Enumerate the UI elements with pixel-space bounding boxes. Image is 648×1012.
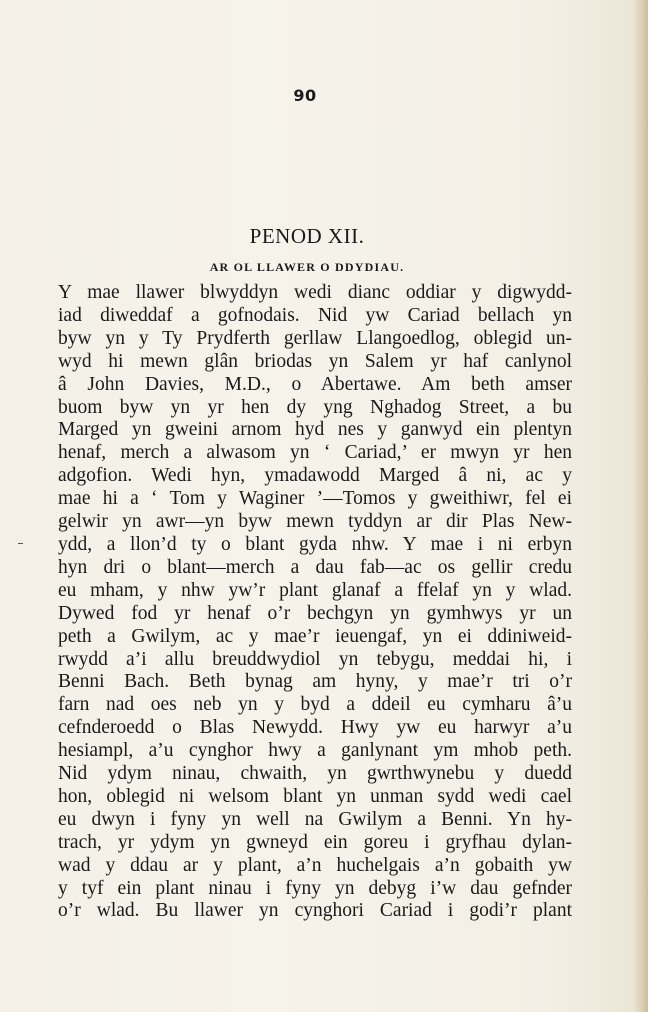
- text-line: wad y ddau ar y plant, a’n huchelgais a’n gobaith yw: [58, 854, 572, 876]
- text-line: hon, oblegid ni welsom blant yn unman sydd wedi cael: [58, 785, 572, 807]
- text-line: y tyf ein plant ninau i fyny yn debyg i’w dau gefnder: [58, 877, 572, 899]
- text-line: eu mham, y nhw yw’r plant glanaf a ffelaf yn y wlad.: [58, 579, 572, 601]
- text-line: hyn dri o blant—merch a dau fab—ac os gellir credu: [58, 556, 572, 578]
- text-line: rwydd a’i allu breuddwydiol yn tebygu, meddai hi, i: [58, 648, 572, 670]
- text-line: eu dwyn i fyny yn well na Gwilym a Benni. Yn hy-: [58, 808, 572, 830]
- text-line: Benni Bach. Beth bynag am hyny, y mae’r tri o’r: [58, 671, 572, 693]
- text-line: Marged yn gweini arnom hyd nes y ganwyd ein plentyn: [58, 419, 572, 441]
- text-line: Dywed fod yr henaf o’r bechgyn yn gymhwys yr un: [58, 602, 572, 624]
- chapter-subtitle: AR OL LLAWER O DDYDIAU.: [209, 260, 405, 274]
- body-text: [58, 282, 572, 923]
- text-line: cefnderoedd o Blas Newydd. Hwy yw eu harwyr a’u: [58, 717, 572, 739]
- text-line: iad diweddaf a gofnodais. Nid yw Cariad bellach yn: [58, 304, 572, 326]
- text-line: peth a Gwilym, ac y mae’r ieuengaf, yn ei ddiniweid-: [58, 625, 572, 647]
- text-line: â John Davies, M.D., o Abertawe. Am beth amser: [58, 373, 572, 395]
- text-line: Nid ydym ninau, chwaith, yn gwrthwynebu y duedd: [58, 763, 572, 785]
- text-line: henaf, merch a alwasom yn ‘ Cariad,’ er mwyn yr hen: [58, 442, 572, 464]
- text-line: farn nad oes neb yn y byd a ddeil eu cymharu â’u: [58, 694, 572, 716]
- text-line: mae hi a ‘ Tom y Waginer ’—Tomos y gweithiwr, fel ei: [58, 488, 572, 510]
- text-line: ydd, a llon’d ty o blant gyda nhw. Y mae i ni erbyn: [58, 533, 572, 555]
- page-number: 90: [293, 86, 317, 105]
- text-line: wyd hi mewn glân briodas yn Salem yr haf canlynol: [58, 350, 572, 372]
- text-line: hesiampl, a’u cynghor hwy a ganlynant ym mhob peth.: [58, 740, 572, 762]
- page-edge-shadow: [634, 0, 648, 1012]
- text-line: o’r wlad. Bu llawer yn cynghori Cariad i godi’r plant: [58, 900, 572, 922]
- text-line: adgofion. Wedi hyn, ymadawodd Marged â ni, ac y: [58, 465, 572, 487]
- text-line: trach, yr ydym yn gwneyd ein goreu i gryfhau dylan-: [58, 831, 572, 853]
- margin-mark: [18, 543, 23, 544]
- text-line: gelwir yn awr—yn byw mewn tyddyn ar dir Plas New-: [58, 511, 572, 533]
- text-line: byw yn y Ty Prydferth gerllaw Llangoedlog, oblegid un-: [58, 327, 572, 349]
- text-line: Y mae llawer blwyddyn wedi dianc oddiar y digwydd-: [58, 282, 572, 303]
- chapter-title: PENOD XII.: [249, 224, 365, 248]
- text-line: buom byw yn yr hen dy yng Nghadog Street, a bu: [58, 396, 572, 418]
